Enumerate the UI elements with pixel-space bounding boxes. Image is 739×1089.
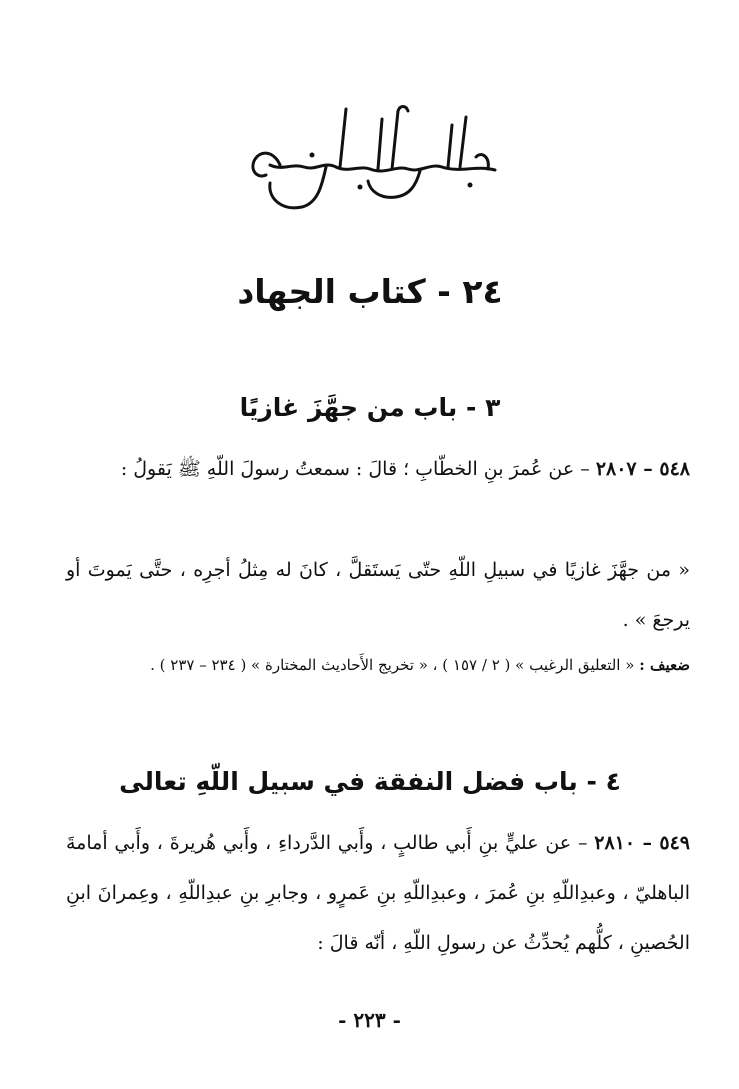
hadith-549	[66, 818, 690, 968]
basmala-calligraphy	[220, 95, 520, 220]
chapter-title: ٤ - باب فضل النفقة في سبيل اللّهِ تعالى	[119, 767, 621, 796]
hadith-548-matn: « من جهَّزَ غازيًا في سبيلِ اللّهِ حتّى يَستَقلَّ ، كانَ له مِثلُ أجرِه ، حتَّى يَموتَ أو يرجعَ » .	[66, 559, 690, 631]
hadith-text: – عن عليٍّ بنِ أَبي طالبٍ ، وأَبي الدَّرداءِ ، وأَبي هُريرةَ ، وأَبي أمامةَ الباهليّ ، وعبدِاللّهِ بنِ عُمرَ ، وعبدِاللّهِ بنِ عَمرٍو ، وجابرِ بنِ عبدِاللّهِ ، وعِمرانَ ابنِ الحُصينِ ، كلُّهم يُحدِّثُ عن رسولِ اللّهِ ، أنّه قالَ :	[66, 832, 690, 954]
hadith-number: ٥٤٩ – ٢٨١٠	[594, 832, 690, 854]
basmala-calligraphy-icon	[220, 95, 520, 220]
hadith-number: ٥٤٨ – ٢٨٠٧	[595, 458, 690, 480]
page-number: - ٢٢٣ -	[338, 1008, 401, 1032]
grading-note	[66, 645, 690, 685]
chapter-title: ٣ - باب من جهَّزَ غازيًا	[239, 393, 501, 422]
hadith-text: – عن عُمرَ بنِ الخطّابِ ؛ قالَ : سمعتُ رسولَ اللّهِ ﷺ يَقولُ :	[120, 458, 590, 480]
grading-label: ضعيف :	[639, 656, 690, 674]
hadith-548	[66, 444, 690, 494]
grading-text: « التعليق الرغيب » ( ٢ / ١٥٧ ) ، « تخريج الأَحاديث المختارة » ( ٢٣٤ – ٢٣٧ ) .	[150, 656, 635, 674]
book-title: ٢٤ - كتاب الجهاد	[237, 272, 503, 311]
